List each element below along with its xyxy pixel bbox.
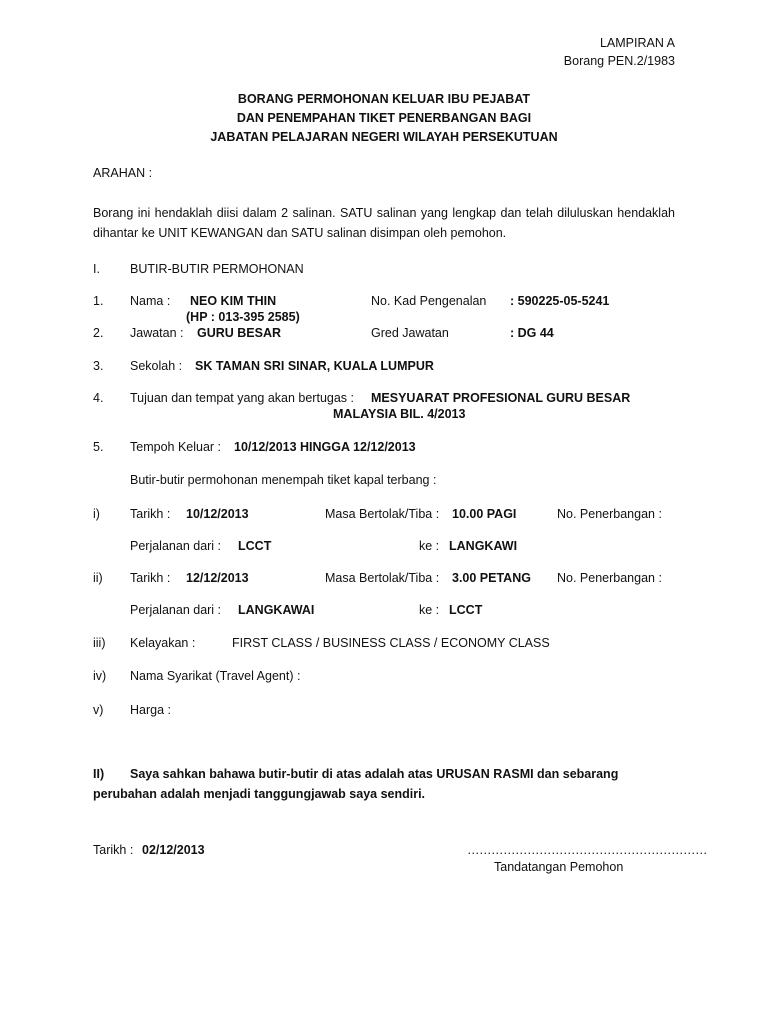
- item-1-number: 1.: [93, 294, 104, 308]
- ic-label: No. Kad Pengenalan: [371, 294, 487, 308]
- tujuan-value-line-2: MALAYSIA BIL. 4/2013: [333, 407, 466, 421]
- trip-1-dari-value: LCCT: [238, 539, 272, 553]
- trip-1-tarikh-value: 10/12/2013: [186, 507, 249, 521]
- syarikat-label: Nama Syarikat (Travel Agent) :: [130, 669, 301, 683]
- trip-2-ke-value: LCCT: [449, 603, 483, 617]
- gred-label: Gred Jawatan: [371, 326, 449, 340]
- trip-2-number: ii): [93, 571, 103, 585]
- ic-value: : 590225-05-5241: [510, 294, 610, 308]
- trip-1-tarikh-label: Tarikh :: [130, 507, 171, 521]
- section-1-title: BUTIR-BUTIR PERMOHONAN: [130, 262, 304, 276]
- sekolah-value: SK TAMAN SRI SINAR, KUALA LUMPUR: [195, 359, 434, 373]
- borang-reference: Borang PEN.2/1983: [563, 54, 675, 68]
- trip-1-masa-label: Masa Bertolak/Tiba :: [325, 507, 440, 521]
- trip-1-ke-label: ke :: [419, 539, 440, 553]
- section-1-number: I.: [93, 262, 100, 276]
- trip-1-dari-label: Perjalanan dari :: [130, 539, 222, 553]
- tujuan-value-line-1: MESYUARAT PROFESIONAL GURU BESAR: [371, 391, 631, 405]
- trip-2-masa-value: 3.00 PETANG: [452, 571, 531, 585]
- form-title-line-2: DAN PENEMPAHAN TIKET PENERBANGAN BAGI: [236, 111, 532, 125]
- section-2-number: II): [93, 767, 105, 781]
- item-4-number: 4.: [93, 391, 104, 405]
- harga-label: Harga :: [130, 703, 171, 717]
- item-3-number: 3.: [93, 359, 104, 373]
- tempoh-value: 10/12/2013 HINGGA 12/12/2013: [234, 440, 416, 454]
- tempoh-label: Tempoh Keluar :: [130, 440, 222, 454]
- syarikat-number: iv): [93, 669, 107, 683]
- nama-label: Nama :: [130, 294, 171, 308]
- phone-number: (HP : 013-395 2585): [186, 310, 300, 324]
- arahan-label: ARAHAN :: [93, 166, 153, 180]
- tujuan-label: Tujuan dan tempat yang akan bertugas :: [130, 391, 354, 405]
- trip-2-dari-label: Perjalanan dari :: [130, 603, 222, 617]
- form-title-line-3: JABATAN PELAJARAN NEGERI WILAYAH PERSEKUTUAN: [210, 130, 558, 144]
- trip-1-ke-value: LANGKAWI: [449, 539, 518, 553]
- harga-number: v): [93, 703, 104, 717]
- jawatan-value: GURU BESAR: [197, 326, 282, 340]
- item-5-number: 5.: [93, 440, 104, 454]
- kelayakan-value: FIRST CLASS / BUSINESS CLASS / ECONOMY CLASS: [232, 636, 550, 650]
- trip-2-dari-value: LANGKAWAI: [238, 603, 315, 617]
- ticket-intro: Butir-butir permohonan menempah tiket kapal terbang :: [130, 473, 437, 487]
- form-title-line-1: BORANG PERMOHONAN KELUAR IBU PEJABAT: [237, 92, 531, 106]
- footer-tarikh-label: Tarikh :: [93, 843, 134, 857]
- declaration-line-1: Saya sahkan bahawa butir-butir di atas adalah atas URUSAN RASMI dan sebarang: [130, 767, 619, 781]
- arahan-text: Borang ini hendaklah diisi dalam 2 salinan. SATU salinan yang lengkap dan telah diluluskan hendaklah dihantar ke UNIT KEWANGAN dan SATU salinan disimpan oleh pemohon.: [93, 206, 675, 240]
- trip-2-tarikh-value: 12/12/2013: [186, 571, 249, 585]
- nama-value: NEO KIM THIN: [190, 294, 277, 308]
- trip-1-penerbangan-label: No. Penerbangan :: [557, 507, 662, 521]
- declaration-line-2: perubahan adalah menjadi tanggungjawab saya sendiri.: [93, 787, 426, 801]
- signature-label: Tandatangan Pemohon: [494, 860, 624, 874]
- jawatan-label: Jawatan :: [130, 326, 184, 340]
- trip-2-ke-label: ke :: [419, 603, 440, 617]
- trip-2-penerbangan-label: No. Penerbangan :: [557, 571, 662, 585]
- trip-1-number: i): [93, 507, 100, 521]
- trip-1-masa-value: 10.00 PAGI: [452, 507, 517, 521]
- trip-2-masa-label: Masa Bertolak/Tiba :: [325, 571, 440, 585]
- kelayakan-label: Kelayakan :: [130, 636, 196, 650]
- trip-2-tarikh-label: Tarikh :: [130, 571, 171, 585]
- gred-value: : DG 44: [510, 326, 554, 340]
- item-2-number: 2.: [93, 326, 104, 340]
- lampiran-label: LAMPIRAN A: [599, 36, 675, 50]
- kelayakan-number: iii): [93, 636, 106, 650]
- sekolah-label: Sekolah :: [130, 359, 183, 373]
- signature-line: ……………………………………………………: [467, 843, 707, 857]
- footer-tarikh-value: 02/12/2013: [142, 843, 205, 857]
